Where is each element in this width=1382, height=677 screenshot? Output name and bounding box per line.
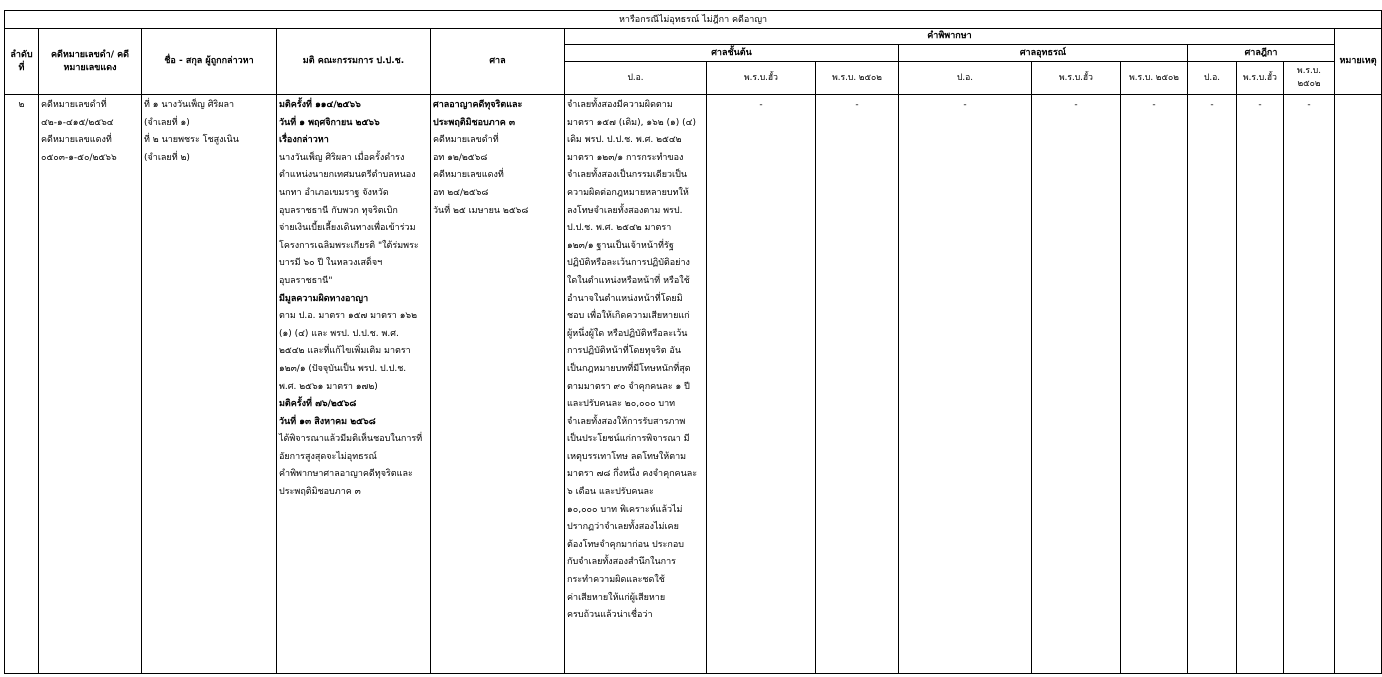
header-supreme-criminal-code: ป.อ. [1188,62,1237,95]
header-appeal: ศาลอุทธรณ์ [899,45,1188,62]
cell-line: ศาลอาญาคดีทุจริตและ [433,100,523,110]
cell-line: ได้พิจารณาแล้วมีมติเห็นชอบในการที่ [279,434,423,445]
cell-line: ค่าเสียหายให้แก่ผู้เสียหาย [567,592,666,603]
cell-line: วันที่ ๑ พฤศจิกายน ๒๕๖๖ [279,117,380,128]
row-appeal-act-old: - [1032,95,1121,674]
header-case-no: คดีหมายเลขดำ/ คดีหมายเลขแดง [39,29,142,95]
row-appeal-criminal-code: - [899,95,1032,674]
cell-line: เหตุบรรเทาโทษ ลดโทษให้ตาม [567,451,687,462]
header-supreme-act-old: พ.ร.บ.ฮั้ว [1237,62,1284,95]
header-first-instance: ศาลชั้นต้น [565,45,899,62]
cell-line: จำเลยทั้งสองเป็นกรรมเดียวเป็น [567,170,687,181]
header-first-act-old: พ.ร.บ.ฮั้ว [707,62,816,95]
cell-line: อัยการสูงสุดจะไม่อุทธรณ์ [279,451,377,462]
cell-line: ๑๐,๐๐๐ บาท พิเคราะห์แล้วไม่ [567,504,683,515]
cell-line: การปฏิบัติหน้าที่โดยทุจริต อัน [567,346,681,357]
table-title: หารือกรณีไม่อุทธรณ์ ไม่ฎีกา คดีอาญา [5,11,1382,29]
header-supreme-act-2502: พ.ร.บ. ๒๕๐๒ [1284,62,1335,95]
cell-line: มาตรา ๗๘ กึ่งหนึ่ง คงจำคุกคนละ [567,469,698,480]
row-appeal-act-2502: - [1121,95,1188,674]
header-appeal-criminal-code: ป.อ. [899,62,1032,95]
cell-line: (จำเลยที่ ๒) [144,152,190,163]
cell-line: นกทา อำเภอเขมราฐ จังหวัด [279,187,389,198]
header-court: ศาล [431,29,565,95]
cell-line: มติครั้งที่ ๑๑๔/๒๕๖๖ [279,100,361,110]
cell-line: ๑๒๓/๑ ฐานเป็นเจ้าหน้าที่รัฐ [567,240,674,251]
cell-line: ป.ป.ช. พ.ศ. ๒๕๔๒ มาตรา [567,223,672,234]
cell-line: คดีหมายเลขดำที่ [433,135,499,146]
row-court [431,95,565,674]
cell-line: ประพฤติมิชอบภาค ๓ [279,487,361,498]
cell-line: ชอบ เพื่อให้เกิดความเสียหายแก่ [567,311,690,322]
cell-line: อำนาจในตำแหน่งหน้าที่โดยมิ [567,293,683,304]
cell-line: ๒๕๔๒ และที่แก้ไขเพิ่มเติม มาตรา [279,346,411,357]
header-judgment: คำพิพากษา [565,29,1335,45]
header-seq: ลำดับ ที่ [5,29,39,95]
cell-line: กับจำเลยทั้งสองสำนึกในการ [567,557,677,568]
cell-line: และปรับคนละ ๒๐,๐๐๐ บาท [567,399,676,410]
cell-line: ลงโทษจำเลยทั้งสองตาม พรป. [567,205,683,216]
judgment-table [4,10,1382,674]
cell-line: คดีหมายเลขแดงที่ [41,135,112,146]
cell-line: วันที่ ๒๕ เมษายน ๒๕๖๘ [433,205,529,216]
cell-line: อท ๑๒/๒๕๖๘ [433,152,488,163]
cell-line: มาตรา ๑๒๓/๑ การกระทำของ [567,152,684,163]
cell-line: พ.ศ. ๒๕๖๑ มาตรา ๑๗๒) [279,381,378,392]
cell-line: ครบถ้วนแล้วน่าเชื่อว่า [567,610,653,621]
row-first-act-old: - [707,95,816,674]
header-first-criminal-code: ป.อ. [565,62,707,95]
row-case-no [39,95,142,674]
cell-line: (จำเลยที่ ๑) [144,117,190,128]
cell-line: ตาม ป.อ. มาตรา ๑๕๗ มาตรา ๑๖๒ [279,311,418,322]
row-accused [142,95,277,674]
cell-line: ๐๕๐๓-๑-๕๐/๒๕๖๖ [41,152,117,163]
row-resolution [277,95,431,674]
cell-line: ที่ ๑ นางวันเพ็ญ ศิริผลา [144,100,235,110]
header-appeal-act-old: พ.ร.บ.ฮั้ว [1032,62,1121,95]
cell-line: มาตรา ๑๕๗ (เดิม), ๑๖๒ (๑) (๔) [567,117,696,128]
cell-line: ที่ ๒ นายพชระ โชสูงเนิน [144,135,239,146]
row-first-act-2502: - [816,95,899,674]
cell-line: เรื่องกล่าวหา [279,135,329,146]
cell-line: อุบลราชธานี กับพวก ทุจริตเบิก [279,205,398,216]
cell-line: อุบลราชธานี" [279,275,333,286]
cell-line: เป็นประโยชน์แก่การพิจารณา มี [567,434,690,445]
cell-line: ประพฤติมิชอบภาค ๓ [433,117,516,128]
cell-line: คดีหมายเลขแดงที่ [433,170,504,181]
header-accused: ชื่อ - สกุล ผู้ถูกกล่าวหา [142,29,277,95]
cell-line: จำเลยทั้งสองมีความผิดตาม [567,100,673,110]
cell-line: เดิม พรป. ป.ป.ช. พ.ศ. ๒๕๔๒ [567,135,682,146]
cell-line: เป็นกฎหมายบทที่มีโทษหนักที่สุด [567,363,691,374]
header-resolution: มติ คณะกรรมการ ป.ป.ช. [277,29,431,95]
cell-line: ๖ เดือน และปรับคนละ [567,487,654,498]
cell-line: ตำแหน่งนายกเทศมนตรีตำบลหนอง [279,170,416,181]
page [4,10,1382,674]
row-supreme-act-old: - [1237,95,1284,674]
cell-line: คดีหมายเลขดำที่ [41,100,107,110]
cell-line: (๑) (๔) และ พรป. ป.ป.ช. พ.ศ. [279,328,399,339]
cell-line: จ่ายเงินเบี้ยเลี้ยงเดินทางเพื่อเข้าร่วม [279,223,416,234]
header-remarks: หมายเหตุ [1335,29,1382,95]
cell-line: คำพิพากษาศาลอาญาคดีทุจริตและ [279,469,413,480]
cell-line: ปฏิบัติหรือละเว้นการปฏิบัติอย่าง [567,258,690,269]
row-supreme-act-2502: - [1284,95,1335,674]
cell-line: จำเลยทั้งสองให้การรับสารภาพ [567,416,686,427]
cell-line: กระทำความผิดและชดใช้ [567,575,665,586]
cell-line: ปรากฏว่าจำเลยทั้งสองไม่เคย [567,522,679,533]
cell-line: ๔๒-๑-๔๑๕/๒๕๖๔ [41,117,114,128]
cell-line: ตามมาตรา ๙๐ จำคุกคนละ ๑ ปี [567,381,690,392]
cell-line: โครงการเฉลิมพระเกียรติ "ใต้ร่มพระ [279,240,419,251]
header-supreme: ศาลฎีกา [1188,45,1335,62]
row-supreme-criminal-code: - [1188,95,1237,674]
header-first-act-2502: พ.ร.บ. ๒๕๐๒ [816,62,899,95]
header-appeal-act-2502: พ.ร.บ. ๒๕๐๒ [1121,62,1188,95]
table-row [5,95,1382,674]
cell-line: ๑๒๓/๑ (ปัจจุบันเป็น พรป. ป.ป.ช. [279,363,407,374]
cell-line: นางวันเพ็ญ ศิริผลา เมื่อครั้งดำรง [279,152,405,163]
cell-line: บารมี ๖๐ ปี ในหลวงเสด็จฯ [279,258,383,269]
cell-line: ต้องโทษจำคุกมาก่อน ประกอบ [567,539,684,550]
cell-line: วันที่ ๑๓ สิงหาคม ๒๕๖๘ [279,416,376,427]
cell-line: มติครั้งที่ ๗๖/๒๕๖๘ [279,399,357,410]
cell-line: ใดในตำแหน่งหรือหน้าที่ หรือใช้ [567,275,690,286]
cell-line: ผู้หนึ่งผู้ใด หรือปฏิบัติหรือละเว้น [567,328,688,339]
cell-line: อท ๒๔/๒๕๖๘ [433,187,489,198]
row-first-criminal-code [565,95,707,674]
cell-line: ความผิดต่อกฎหมายหลายบทให้ [567,187,689,198]
row-remarks [1335,95,1382,674]
row-seq: ๒ [5,95,39,674]
cell-line: มีมูลความผิดทางอาญา [279,293,369,304]
